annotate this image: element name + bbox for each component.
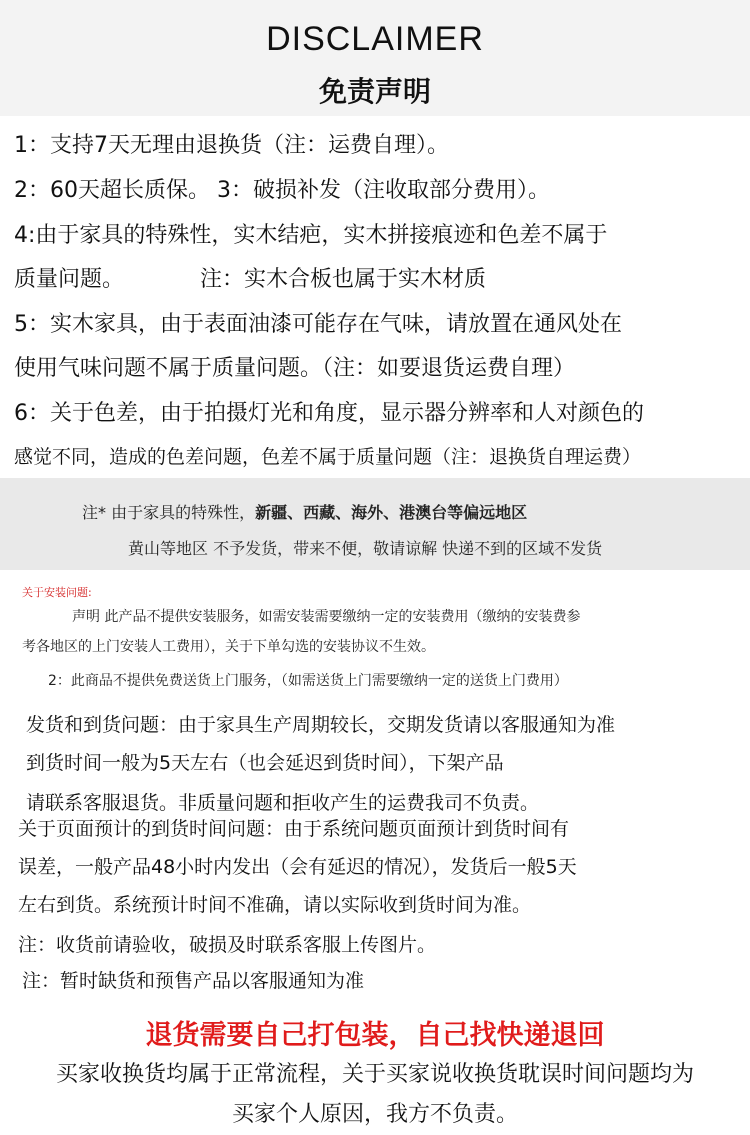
header-band (0, 0, 750, 116)
shipping-line-1: 发货和到货问题：由于家具生产周期较长，交期发货请以客服通知为准 (26, 714, 616, 736)
notice-line-1 (82, 500, 527, 523)
shipping-line-4: 关于页面预计的到货时间问题：由于系统问题页面预计到货时间有 (18, 818, 570, 840)
install-line-1: 声明 此产品不提供安装服务，如需安装需要缴纳一定的安装费用（缴纳的安装费参 (72, 609, 581, 625)
item-2-3: 2：60天超长质保。 3：破损补发（注收取部分费用）。 (14, 178, 550, 203)
shipping-line-8: 注：暂时缺货和预售产品以客服通知为准 (22, 970, 365, 992)
install-title: 关于安装问题: (22, 586, 92, 599)
item-6-line-2: 感觉不同，造成的色差问题，色差不属于质量问题（注：退换货自理运费） (14, 446, 642, 468)
item-5-line-1: 5：实木家具，由于表面油漆可能存在气味，请放置在通风处在 (14, 312, 622, 337)
item-4-line-1: 4:由于家具的特殊性，实木结疤，实木拼接痕迹和色差不属于 (14, 223, 608, 248)
shipping-line-6: 左右到货。系统预计时间不准确，请以实际收到货时间为准。 (18, 894, 532, 916)
shipping-line-5: 误差，一般产品48小时内发出（会有延迟的情况），发货后一般5天 (18, 856, 577, 878)
return-packaging-warning: 退货需要自己打包装，自己找快递退回 (145, 1020, 605, 1051)
shipping-line-3: 请联系客服退货。非质量问题和拒收产生的运费我司不负责。 (26, 792, 540, 814)
notice-prefix: 注* 由于家具的特殊性， (82, 503, 256, 522)
item-6-line-1: 6：关于色差，由于拍摄灯光和角度，显示器分辨率和人对颜色的 (14, 401, 644, 426)
shipping-line-7: 注：收货前请验收，破损及时联系客服上传图片。 (18, 934, 437, 956)
notice-regions: 新疆、西藏、海外、港澳台等偏远地区 (255, 503, 528, 522)
remote-area-notice (0, 478, 750, 570)
footer-line-1: 买家收换货均属于正常流程，关于买家说收换货耽误时间问题均为 (55, 1062, 694, 1087)
item-5-line-2: 使用气味问题不属于质量问题。（注：如要退货运费自理） (14, 356, 576, 381)
title-english: DISCLAIMER (266, 20, 484, 58)
item-4-line-2: 质量问题。 (14, 267, 125, 292)
notice-line-2: 黄山等地区 不予发货，带来不便，敬请谅解 快递不到的区域不发货 (128, 539, 603, 558)
title-chinese: 免责声明 (318, 75, 431, 108)
item-4-note: 注：实木合板也属于实木材质 (200, 267, 487, 292)
install-line-3: 2：此商品不提供免费送货上门服务，（如需送货上门需要缴纳一定的送货上门费用） (48, 673, 568, 689)
install-line-2: 考各地区的上门安装人工费用），关于下单勾选的安装协议不生效。 (22, 639, 435, 655)
shipping-line-2: 到货时间一般为5天左右（也会延迟到货时间），下架产品 (26, 752, 504, 774)
footer-line-2: 买家个人原因，我方不负责。 (231, 1102, 518, 1127)
item-1: 1：支持7天无理由退换货（注：运费自理）。 (14, 133, 449, 158)
